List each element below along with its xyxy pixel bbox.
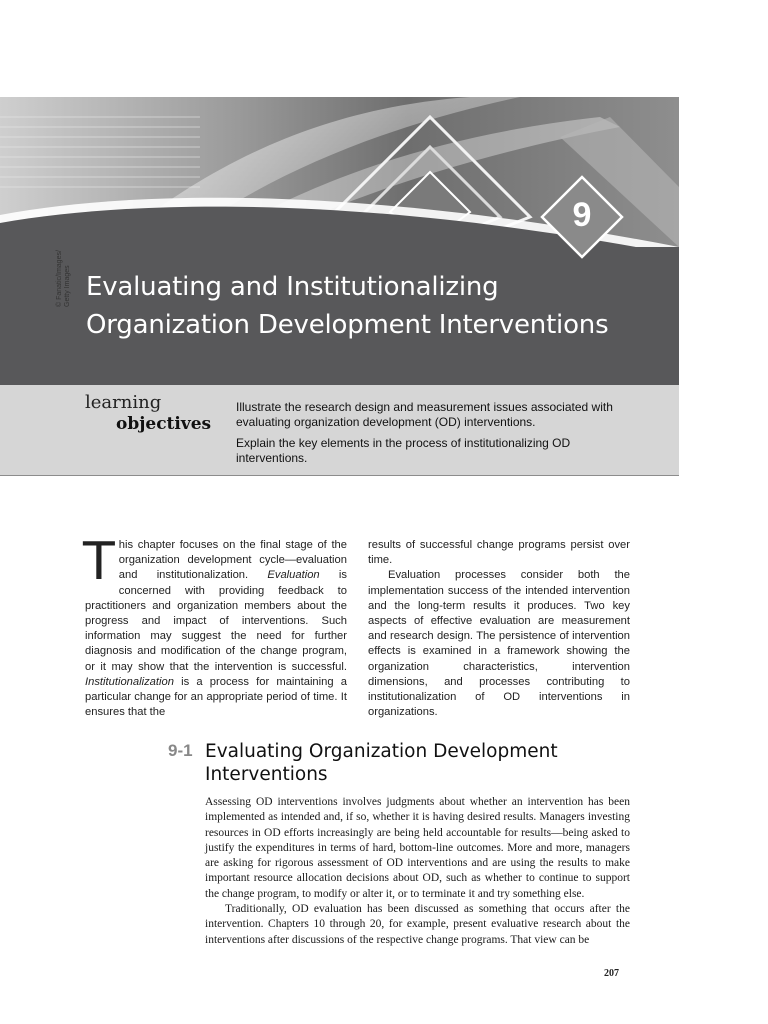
chapter-number: 9 xyxy=(572,196,592,234)
learning-objectives-heading-learning: learning xyxy=(85,392,162,413)
learning-objectives-heading-objectives: objectives xyxy=(116,414,212,434)
body-paragraph: Traditionally, OD evaluation has been discussed as something that occurs after the intervention. Chapters 10 through 20, for example, present evaluative research about the interventions after discussions of the respective change programs. That view can be xyxy=(205,903,630,946)
body-paragraph: Assessing OD interventions involves judgments about whether an intervention has been implemented as intended and, if so, whether it is having desired results. Managers investing resources in OD efforts increasingly are being held accountable for results—being asked to justify the expenditures in terms of hard, bottom-line outcomes. More and more, managers are asking for rigorous assessment of OD interventions and are using the results to make important resource allocation decisions about OD, such as whether to continue to support the change program, to modify or alter it, or to terminate it and try something else. xyxy=(205,796,630,900)
chapter-title-line1: Evaluating and Institutionalizing xyxy=(86,272,499,302)
section-title-line2: Interventions xyxy=(205,764,328,785)
intro-column-right xyxy=(368,538,630,720)
term-evaluation: Evaluation xyxy=(267,569,320,582)
section-number: 9-1 xyxy=(168,741,193,760)
learning-objectives-list xyxy=(236,400,636,472)
photo-credit-line2: Getty Images xyxy=(64,265,71,307)
intro-text: is a process for maintaining a particular change for an appropriate period of time. It ensures that the xyxy=(85,675,347,719)
intro-text: his chapter focuses on the final stage of the organization development cycle—evaluation and institutionalization. xyxy=(118,539,347,582)
page-number: 207 xyxy=(604,968,619,979)
photo-credit xyxy=(56,250,72,307)
learning-objective-item: Illustrate the research design and measurement issues associated with evaluating organization development (OD) interventions. xyxy=(236,400,613,429)
chapter-title xyxy=(86,268,666,344)
intro-text: is concerned with providing feedback to practitioners and organization members about the progress and impact of interventions. Such information may suggest the need for further diagnosis and modification of the change program, or it may show that the intervention is successful. xyxy=(85,569,347,673)
section-body xyxy=(205,795,630,948)
intro-paragraph: Evaluation processes consider both the implementation success of the intended intervention and the long-term results it produces. Two key aspects of effective evaluation are measurement and research design. The persistence of intervention effects is examined in a framework showing the organization characteristics, intervention dimensions, and processes contributing to institutionalization of OD interventions in organizations. xyxy=(368,569,630,719)
learning-objective-item: Explain the key elements in the process of institutionalizing OD interventions. xyxy=(236,436,571,465)
intro-column-left xyxy=(83,532,347,720)
term-institutionalization: Institutionalization xyxy=(85,675,174,688)
intro-paragraph: results of successful change programs persist over time. xyxy=(368,539,630,567)
drop-cap: T xyxy=(83,532,115,592)
chapter-title-line2: Organization Development Interventions xyxy=(86,310,609,340)
section-title-line1: Evaluating Organization Development xyxy=(205,741,558,762)
section-title xyxy=(205,740,625,786)
photo-credit-line1: © Fanatic/Images/ xyxy=(56,250,63,307)
